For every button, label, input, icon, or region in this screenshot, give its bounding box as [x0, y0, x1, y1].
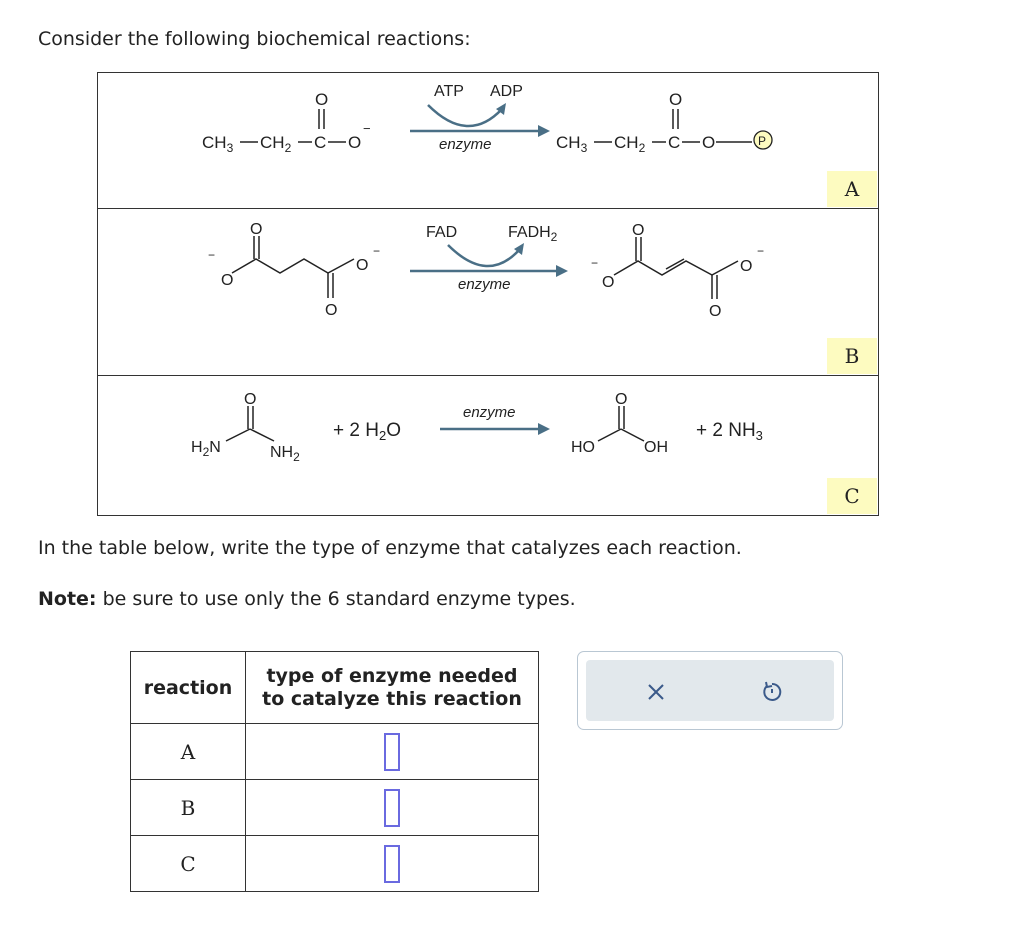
- reaction-label-c: C: [827, 478, 877, 514]
- note-text: [38, 588, 576, 610]
- header-enzyme-type-line2: to catalyze this reaction: [262, 687, 522, 710]
- fumarate-structure: [591, 222, 764, 320]
- table-row: [131, 836, 539, 892]
- carbonic-acid-structure: [571, 391, 668, 456]
- toolbar-inner: [586, 660, 834, 721]
- row-reaction-label: B: [131, 780, 246, 836]
- clear-button[interactable]: [626, 668, 686, 716]
- reset-button[interactable]: [742, 668, 802, 716]
- note-body: be sure to use only the 6 standard enzyme types.: [96, 588, 576, 610]
- reaction-a: [202, 83, 772, 155]
- row-reaction-label: A: [131, 724, 246, 780]
- header-reaction: reaction: [131, 652, 246, 724]
- svg-text:−: −: [757, 244, 765, 258]
- svg-text:O: O: [325, 302, 338, 319]
- reaction-b: [208, 221, 764, 320]
- succinate-structure: [208, 221, 380, 319]
- propanoate-structure: [202, 90, 371, 155]
- svg-text:O: O: [702, 133, 716, 152]
- svg-text:C: C: [668, 133, 681, 152]
- table-row: [131, 780, 539, 836]
- propionyl-phosphate-structure: [556, 90, 772, 155]
- svg-text:O: O: [356, 257, 369, 274]
- svg-text:H2N: $H_2N$: [191, 439, 221, 459]
- phosphate-label: P: [758, 134, 767, 148]
- svg-text:CH2: $CH_2$: [260, 133, 292, 155]
- header-enzyme-type-line1: type of enzyme needed: [266, 664, 518, 687]
- svg-text:O: O: [615, 391, 628, 408]
- cofactor-out-a: ADP: [490, 83, 523, 100]
- svg-text:OH: OH: [644, 439, 668, 456]
- table-row: [131, 724, 539, 780]
- svg-text:−: −: [208, 248, 216, 262]
- ammonia-term: + 2 $NH_3$: [696, 420, 763, 443]
- svg-text:O: O: [602, 274, 615, 291]
- answer-cell: [246, 724, 539, 780]
- answer-cell: [246, 780, 539, 836]
- answer-cell: [246, 836, 539, 892]
- instruction-text: In the table below, write the type of enzyme that catalyzes each reaction.: [38, 537, 742, 559]
- answer-input-b[interactable]: [384, 789, 400, 827]
- reaction-arrow-c: [440, 423, 550, 435]
- svg-text:HO: HO: [571, 439, 595, 456]
- answer-input-c[interactable]: [384, 845, 400, 883]
- cofactor-in-b: FAD: [426, 224, 458, 241]
- reaction-drawings: [98, 73, 880, 517]
- svg-text:O: O: [221, 272, 234, 289]
- svg-text:O: O: [632, 222, 645, 239]
- header-enzyme-type: [246, 652, 539, 724]
- svg-text:CH3: $CH_3$: [202, 133, 234, 155]
- answer-table: [130, 651, 539, 892]
- svg-text:O: O: [709, 303, 722, 320]
- reaction-label-a: A: [827, 171, 877, 207]
- enzyme-label-a: enzyme: [439, 136, 492, 153]
- water-term: + 2 $H_2O$: [333, 420, 401, 443]
- undo-icon: [760, 680, 784, 704]
- svg-text:−: −: [373, 244, 381, 258]
- svg-text:NH2: $NH_2$: [270, 444, 300, 464]
- answer-toolbar: [577, 651, 843, 730]
- table-header-row: [131, 652, 539, 724]
- svg-text:O: O: [315, 90, 329, 109]
- reaction-arrow-a: [410, 103, 550, 137]
- note-label: Note:: [38, 588, 97, 610]
- svg-text:C: C: [314, 133, 327, 152]
- svg-text:CH2: $CH_2$: [614, 133, 646, 155]
- svg-text:O: O: [250, 221, 263, 238]
- x-icon: [645, 681, 667, 703]
- svg-text:−: −: [363, 121, 371, 136]
- answer-input-a[interactable]: [384, 733, 400, 771]
- urea-structure: [191, 391, 300, 464]
- cofactor-in-a: ATP: [434, 83, 464, 100]
- row-reaction-label: C: [131, 836, 246, 892]
- svg-text:O: O: [740, 258, 753, 275]
- svg-text:−: −: [591, 256, 599, 270]
- svg-text:O: O: [244, 391, 257, 408]
- reaction-scheme: [97, 72, 879, 516]
- enzyme-label-c: enzyme: [463, 404, 516, 421]
- reaction-label-b: B: [827, 338, 877, 374]
- svg-text:CH3: $CH_3$: [556, 133, 588, 155]
- svg-text:O: O: [669, 90, 683, 109]
- intro-text: Consider the following biochemical reactions:: [38, 28, 471, 50]
- reaction-arrow-b: [410, 243, 568, 277]
- cofactor-out-b: $FADH_2$: [508, 224, 558, 244]
- svg-text:O: O: [348, 133, 362, 152]
- enzyme-label-b: enzyme: [458, 276, 511, 293]
- reaction-c: [191, 391, 763, 464]
